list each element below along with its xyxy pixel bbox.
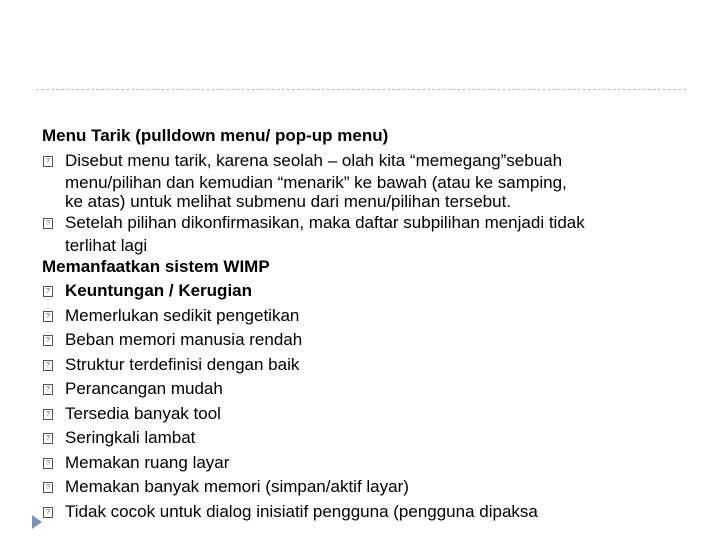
missing-glyph-icon: ?: [43, 311, 53, 322]
wimp-point: [42, 304, 692, 329]
wimp-point: [42, 353, 692, 378]
menu-point-1-line-2: menu/pilihan dan kemudian “menarik” ke bawah (atau ke samping,: [65, 173, 567, 192]
slide-body: [42, 124, 692, 524]
wimp-point-text: Memakan banyak memori (simpan/aktif layar): [65, 477, 409, 496]
menu-point-text: Disebut menu tarik, karena seolah – olah kita “memegang”sebuah: [65, 150, 563, 170]
missing-glyph-icon: ?: [43, 218, 53, 229]
menu-point-2-line-2: terlihat lagi: [65, 235, 148, 255]
wimp-point: [42, 402, 692, 427]
missing-glyph-icon: ?: [43, 384, 53, 395]
missing-glyph-icon: ?: [43, 482, 53, 493]
wimp-point-text: Tersedia banyak tool: [65, 403, 221, 423]
missing-glyph-icon: ?: [43, 409, 53, 420]
wimp-point: [42, 500, 692, 525]
missing-glyph-icon: ?: [43, 458, 53, 469]
menu-point-1-line-3: ke atas) untuk melihat submenu dari menu/pilihan tersebut.: [65, 192, 512, 211]
menu-point-2-line-1: [42, 211, 692, 236]
wimp-point-text: Perancangan mudah: [65, 379, 223, 398]
wimp-point-text: Beban memori manusia rendah: [65, 330, 303, 349]
menu-point-1-line-1: [42, 149, 692, 174]
wimp-point-text: Seringkali lambat: [65, 428, 196, 447]
heading-wimp: Memanfaatkan sistem WIMP: [42, 256, 270, 276]
wimp-point: [42, 426, 692, 451]
wimp-subheading-text: Keuntungan / Kerugian: [65, 281, 252, 300]
header-divider: [36, 89, 686, 90]
wimp-point: [42, 451, 692, 476]
missing-glyph-icon: ?: [43, 156, 53, 167]
wimp-subheading: [42, 279, 692, 304]
wimp-point: [42, 475, 692, 500]
missing-glyph-icon: ?: [43, 335, 53, 346]
missing-glyph-icon: ?: [43, 286, 53, 297]
heading-menu-tarik: Menu Tarik (pulldown menu/ pop-up menu): [42, 126, 389, 145]
missing-glyph-icon: ?: [43, 360, 53, 371]
missing-glyph-icon: ?: [43, 433, 53, 444]
menu-point-text: Setelah pilihan dikonfirmasikan, maka daftar subpilihan menjadi tidak: [65, 213, 585, 232]
wimp-point-text: Memakan ruang layar: [65, 452, 230, 472]
missing-glyph-icon: ?: [43, 507, 53, 518]
wimp-point: [42, 328, 692, 353]
arrow-bullet-icon: [32, 515, 42, 529]
wimp-point-text: Memerlukan sedikit pengetikan: [65, 305, 300, 325]
wimp-point: [42, 377, 692, 402]
wimp-point-text: Tidak cocok untuk dialog inisiatif pengguna (pengguna dipaksa: [65, 501, 538, 521]
wimp-point-text: Struktur terdefinisi dengan baik: [65, 354, 300, 374]
